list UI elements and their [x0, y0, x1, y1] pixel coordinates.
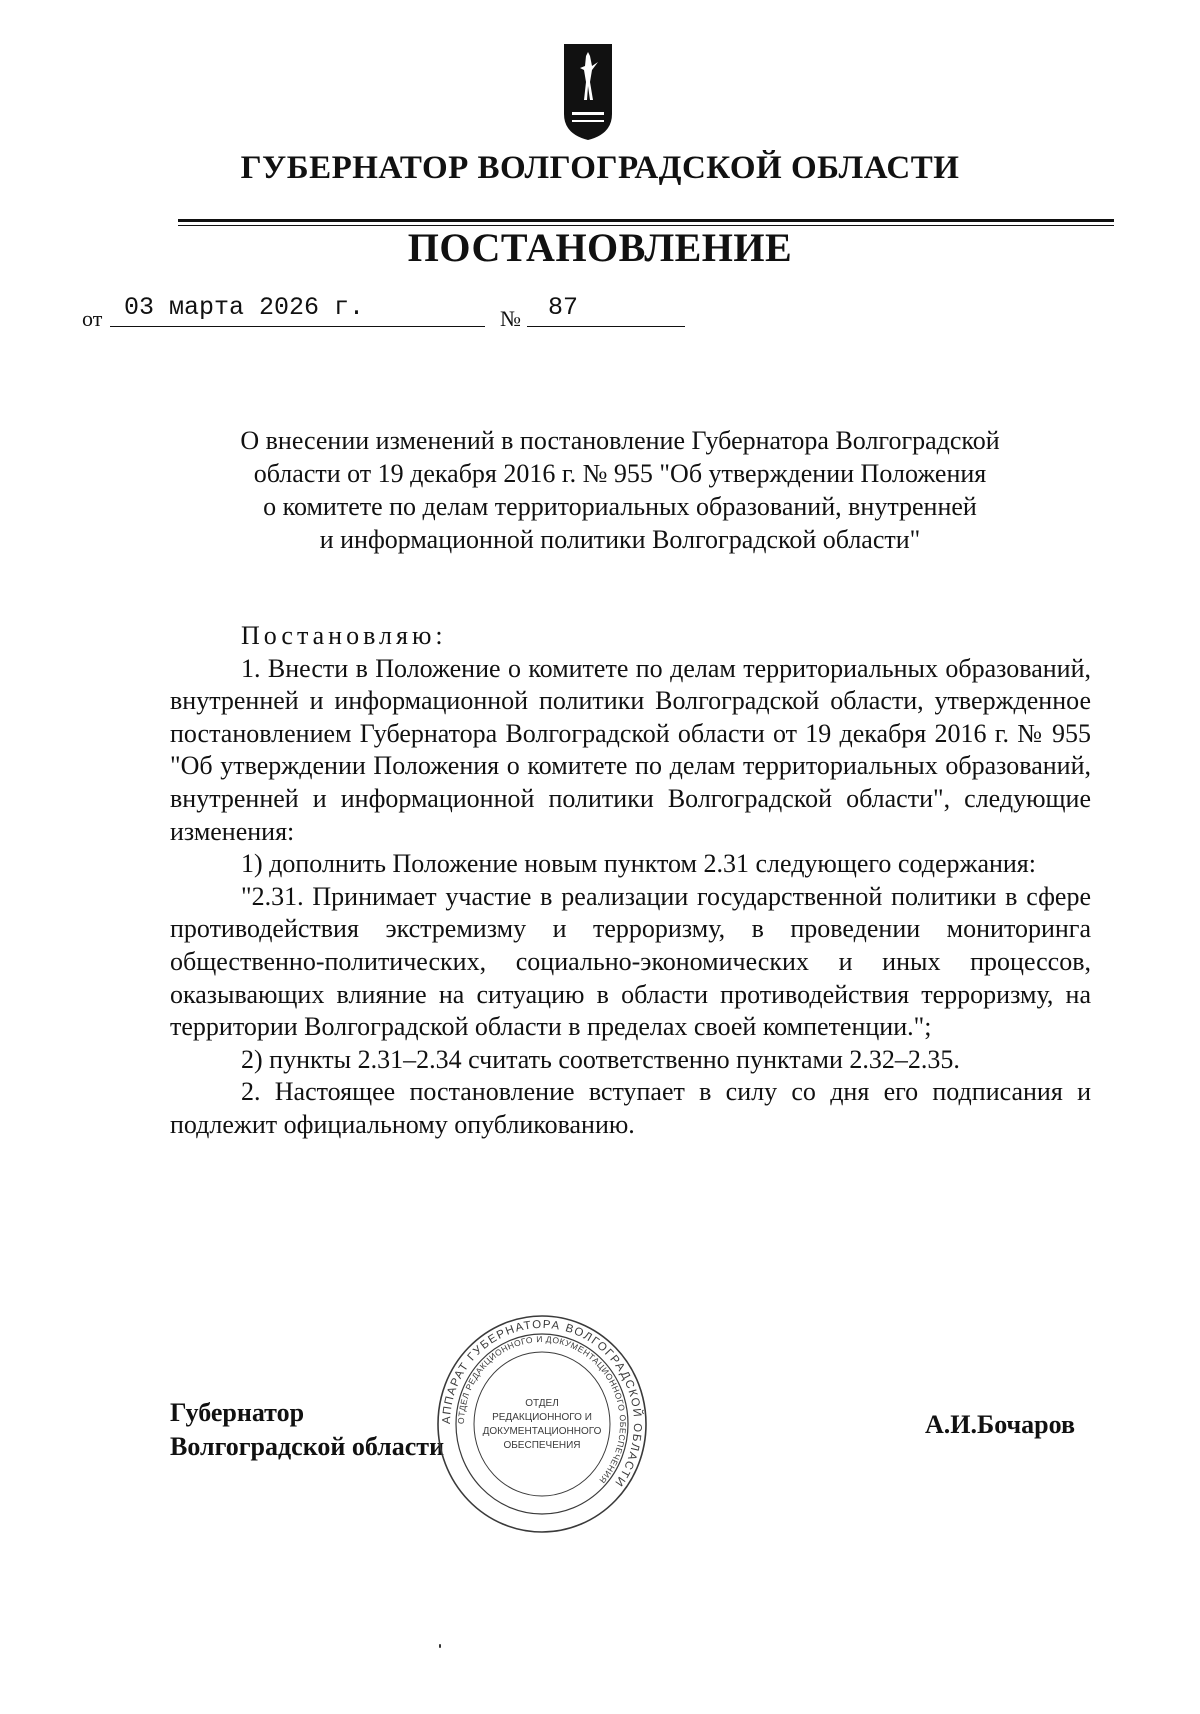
coat-of-arms-icon — [562, 42, 614, 142]
decree-word: Постановляю: — [241, 621, 447, 650]
signatory-position — [170, 1396, 444, 1464]
stamp-outer-ring-text: АППАРАТ ГУБЕРНАТОРА ВОЛГОГРАДСКОЙ ОБЛАСТИ — [440, 1318, 644, 1490]
document-body — [170, 620, 1091, 1142]
signatory-position-line: Волгоградской области — [170, 1432, 445, 1461]
svg-text:ОТДЕЛ РЕДАКЦИОННОГО И ДОКУМЕНТ — [456, 1334, 628, 1486]
header-divider-thick — [178, 219, 1114, 222]
issuing-authority: ГУБЕРНАТОР ВОЛГОГРАДСКОЙ ОБЛАСТИ — [240, 150, 960, 186]
subject-line: и информационной политики Волгоградской области" — [319, 525, 921, 554]
paragraph-2: 2. Настоящее постановление вступает в силу со дня его подписания и подлежит официальному опубликованию. — [170, 1077, 1091, 1139]
official-stamp — [432, 1310, 652, 1538]
subject-line: о комитете по делам территориальных образований, внутренней — [263, 492, 977, 521]
number-label: № — [500, 306, 521, 331]
document-subject — [170, 424, 1070, 556]
signatory-position-line: Губернатор — [170, 1398, 305, 1427]
stamp-middle-ring-text: ОТДЕЛ РЕДАКЦИОННОГО И ДОКУМЕНТАЦИОННОГО ОБЕСПЕЧЕНИЯ — [455, 1333, 629, 1486]
paragraph-new-clause: "2.31. Принимает участие в реализации государственной политики в сфере противодействия экстремизму и терроризму, в проведении мониторинга общественно-политических, социально-экономических и иных процессов, оказывающих влияние на ситуацию в области противодействия терроризму, на территории Волгоградской области в пределах своей компетенции."; — [170, 881, 1091, 1042]
date-underline — [110, 326, 485, 327]
paragraph-1-item-1: 1) дополнить Положение новым пунктом 2.31 следующего содержания: — [241, 849, 1036, 879]
stamp-center-line: ОТДЕЛ — [525, 1398, 559, 1409]
number-value: 87 — [548, 293, 579, 322]
signatory-name: А.И.Бочаров — [925, 1410, 1076, 1439]
date-value: 03 марта 2026 г. — [124, 293, 365, 322]
date-label: от — [82, 306, 103, 331]
subject-line: О внесении изменений в постановление Губернатора Волгоградской — [240, 426, 1000, 455]
stamp-center-line: ДОКУМЕНТАЦИОННОГО — [482, 1426, 602, 1437]
number-underline — [527, 326, 685, 327]
scan-speck — [439, 1644, 441, 1648]
paragraph-1: 1. Внести в Положение о комитете по делам территориальных образований, внутренней и информационной политики Волгоградской области, утвержденное постановлением Губернатора Волгоградской области от 19 декабря 2016 г. № 955 "Об утверждении Положения о комитете по делам территориальных образований, внутренней и информационной политики Волгоградской области", следующие изменения: — [170, 653, 1091, 846]
subject-line: области от 19 декабря 2016 г. № 955 "Об утверждении Положения — [253, 459, 987, 488]
document-type-title: ПОСТАНОВЛЕНИЕ — [407, 225, 793, 270]
paragraph-1-item-2: 2) пункты 2.31–2.34 считать соответственно пунктами 2.32–2.35. — [241, 1044, 960, 1074]
stamp-center-line: РЕДАКЦИОННОГО И — [492, 1412, 592, 1423]
stamp-center-line: ОБЕСПЕЧЕНИЯ — [503, 1440, 581, 1451]
